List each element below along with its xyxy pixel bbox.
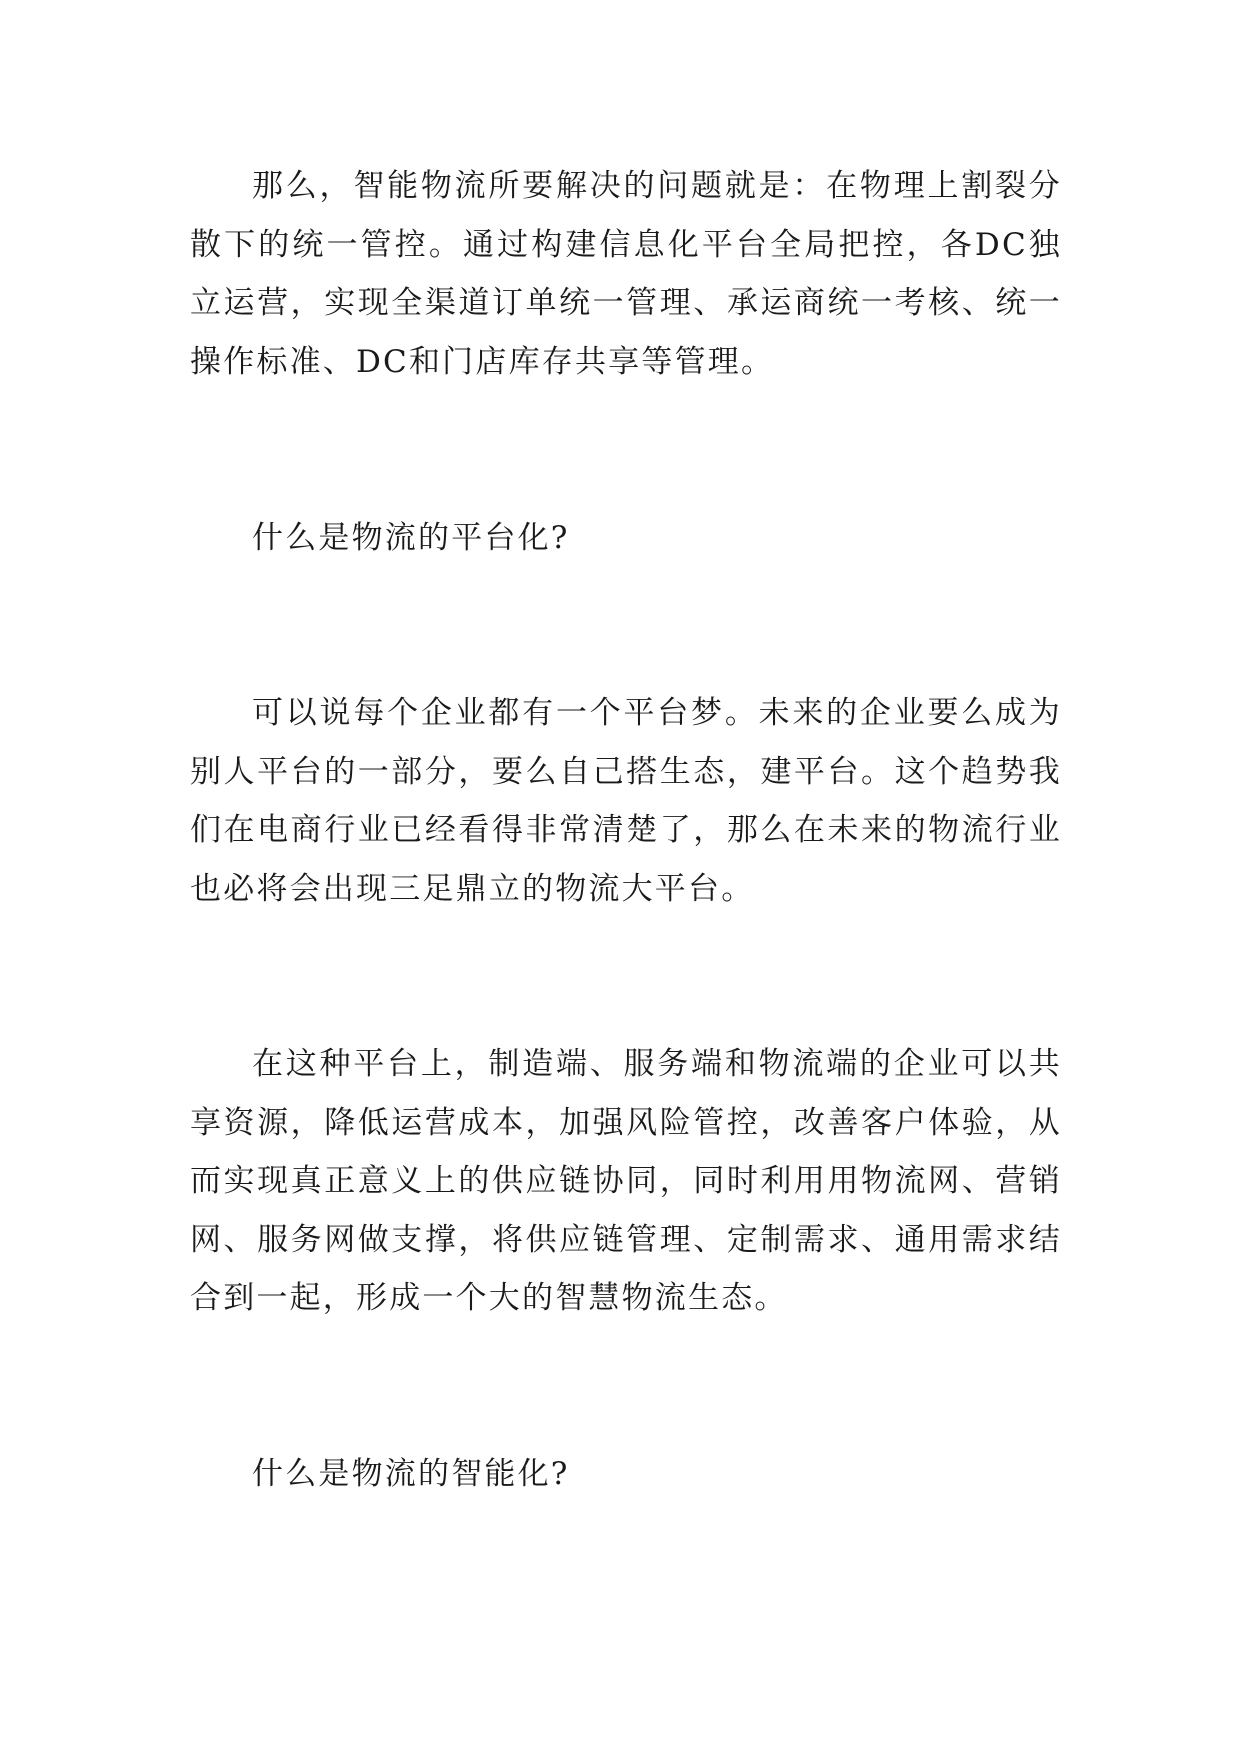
section-heading: 什么是物流的智能化? — [252, 1456, 570, 1492]
section-heading: 什么是物流的平台化? — [252, 520, 570, 556]
body-paragraph: 那么，智能物流所要解决的问题就是：在物理上割裂分散下的统一管控。通过构建信息化平台全局把控，各DC独立运营，实现全渠道订单统一管理、承运商统一考核、统一操作标准、DC和门店库存共享等管理。 — [190, 168, 1062, 380]
body-paragraph: 在这种平台上，制造端、服务端和物流端的企业可以共享资源，降低运营成本，加强风险管控，改善客户体验，从而实现真正意义上的供应链协同，同时利用用物流网、营销网、服务网做支撑，将供应链管理、定制需求、通用需求结合到一起，形成一个大的智慧物流生态。 — [190, 1046, 1062, 1316]
body-paragraph: 可以说每个企业都有一个平台梦。未来的企业要么成为别人平台的一部分，要么自己搭生态，建平台。这个趋势我们在电商行业已经看得非常清楚了，那么在未来的物流行业也必将会出现三足鼎立的物流大平台。 — [190, 695, 1062, 907]
